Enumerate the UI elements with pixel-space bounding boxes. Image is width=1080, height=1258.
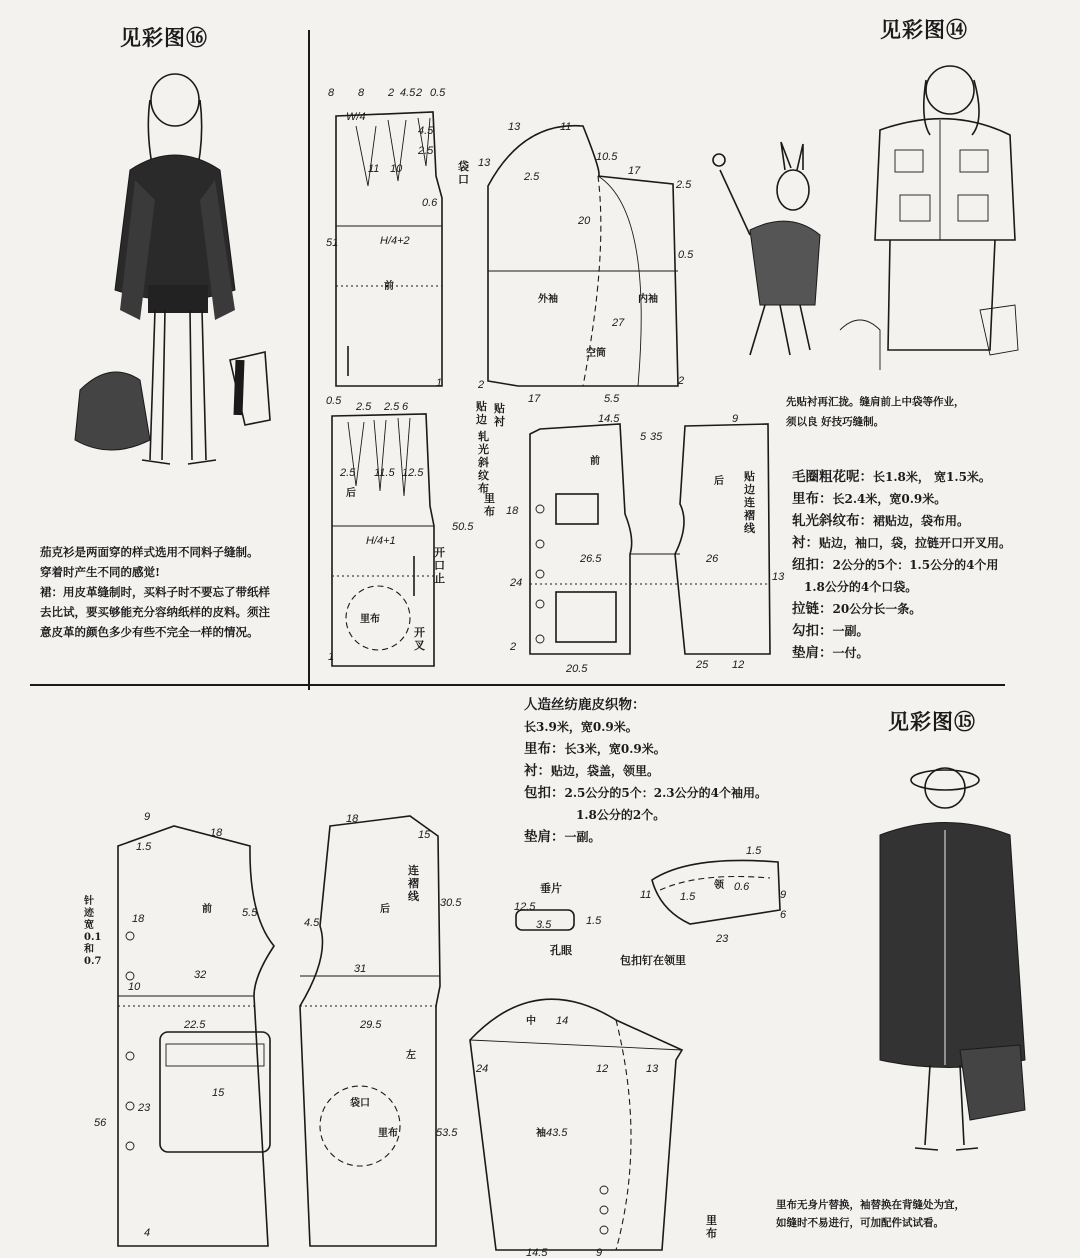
vent-label: 空筒	[586, 348, 606, 359]
svg-text:9: 9	[144, 811, 151, 823]
svg-text:18: 18	[346, 813, 359, 825]
pattern-vest	[500, 413, 785, 676]
svg-text:10: 10	[390, 163, 403, 175]
material-line: 纽扣：2公分的5个：1.5公分的4个用	[792, 557, 999, 573]
pattern-skirt-back	[318, 396, 498, 676]
svg-text:4: 4	[144, 1227, 151, 1239]
svg-text:0.6: 0.6	[422, 197, 438, 209]
svg-text:2.5: 2.5	[384, 401, 400, 413]
note-line: 里布无身片替换，袖替换在背缝处为宜，	[776, 1199, 965, 1211]
svg-text:6: 6	[780, 909, 787, 921]
material-line: 人造丝纺鹿皮织物：	[524, 697, 646, 713]
note-line: 须以良 好技巧缝制。	[786, 416, 885, 428]
material-line: 衬：贴边，袋盖，领里。	[524, 763, 660, 779]
svg-text:24: 24	[476, 1063, 489, 1075]
flap-label: 垂片	[540, 882, 562, 895]
svg-text:26.5: 26.5	[580, 553, 602, 565]
svg-text:50.5: 50.5	[452, 521, 474, 533]
horizontal-divider	[30, 684, 1005, 686]
note-line: 去比试，要买够能充分容纳纸样的皮料。须注	[40, 605, 270, 619]
svg-text:14.5: 14.5	[526, 1247, 548, 1258]
lining-label-d: 里布	[706, 1214, 717, 1240]
lining-label-b: 里布	[484, 492, 495, 518]
material-line: 垫肩：一副。	[524, 829, 601, 845]
svg-text:4.5: 4.5	[400, 87, 416, 99]
svg-text:0.5: 0.5	[326, 395, 342, 407]
svg-text:26: 26	[706, 553, 719, 565]
svg-text:18: 18	[132, 913, 145, 925]
svg-text:11: 11	[368, 163, 380, 175]
svg-text:4.5: 4.5	[304, 917, 320, 929]
svg-text:8: 8	[328, 87, 335, 99]
material-line: 垫肩：一付。	[792, 645, 869, 661]
figure-rabbit-illustration	[705, 140, 815, 380]
svg-text:23: 23	[138, 1102, 151, 1114]
svg-text:43.5: 43.5	[546, 1127, 568, 1139]
svg-text:29.5: 29.5	[360, 1019, 382, 1031]
lining-label-a: 里布	[360, 614, 380, 625]
svg-text:53.5: 53.5	[436, 1127, 458, 1139]
svg-text:2.5: 2.5	[676, 179, 692, 191]
svg-text:5: 5	[640, 431, 647, 443]
svg-text:22.5: 22.5	[184, 1019, 206, 1031]
svg-text:56: 56	[94, 1117, 107, 1129]
svg-text:23: 23	[716, 933, 729, 945]
pocket-mouth-label: 袋口	[458, 160, 469, 186]
title-color-plate-15: 见彩图⑮	[888, 709, 976, 734]
material-line: 里布：长2.4米，宽0.9米。	[792, 491, 947, 507]
svg-text:1: 1	[436, 377, 443, 389]
svg-text:0.5: 0.5	[430, 87, 446, 99]
svg-text:30.5: 30.5	[440, 897, 462, 909]
svg-text:2: 2	[388, 87, 395, 99]
svg-text:20: 20	[578, 215, 591, 227]
material-line: 拉链：20公分长一条。	[792, 601, 922, 617]
svg-text:14.5: 14.5	[598, 413, 620, 425]
note-line: 先贴衬再汇拢。缝肩前上中袋等作业，	[786, 396, 965, 408]
buttonhole-label: 孔眼	[550, 944, 572, 957]
svg-text:0.5: 0.5	[678, 249, 694, 261]
svg-text:2.5: 2.5	[524, 171, 540, 183]
facing-label-a: 贴边	[476, 400, 487, 426]
svg-text:12: 12	[596, 1063, 609, 1075]
sleeve-label: 袖	[536, 1128, 546, 1139]
note-line: 裙：用皮革缝制时，买料子时不要忘了带纸样	[40, 585, 270, 599]
svg-text:13: 13	[478, 157, 491, 169]
coat-back-label: 后	[380, 904, 390, 915]
material-line: 1.8公分的2个。	[576, 808, 666, 822]
note-line: 意皮革的颜色多少有些不完全一样的情况。	[40, 625, 259, 639]
coat-bottom-note	[776, 1196, 1076, 1232]
pattern-collar	[620, 840, 800, 970]
left-label: 左	[406, 1050, 416, 1061]
svg-text:12: 12	[732, 659, 745, 671]
figure-woman-jacket-illustration	[60, 60, 310, 530]
slit-label: 开叉	[414, 626, 425, 652]
svg-text:2.5: 2.5	[340, 467, 356, 479]
material-line: 轧光斜纹布：裙贴边，袋布用。	[792, 513, 970, 529]
material-line: 长3.9米，宽0.9米。	[524, 720, 638, 734]
material-line: 毛圈粗花呢：长1.8米， 宽1.5米。	[792, 469, 991, 485]
note-line: 穿着时产生不同的感觉!	[40, 565, 161, 579]
svg-text:2: 2	[416, 87, 423, 99]
svg-text:5.5: 5.5	[604, 393, 620, 405]
svg-text:31: 31	[354, 963, 367, 975]
material-line: 1.8公分的4个口袋。	[804, 580, 918, 594]
vest-front-label: 前	[590, 456, 600, 467]
skirt-front-label: 前	[384, 281, 394, 292]
collar-note-label: 包扣钉在领里	[620, 954, 686, 967]
svg-text:13: 13	[508, 121, 521, 133]
figure-woman-vest-illustration	[840, 50, 1040, 370]
svg-text:1.5: 1.5	[746, 845, 762, 857]
svg-text:14: 14	[556, 1015, 569, 1027]
note-line: 如缝时不易进行，可加配件试试看。	[776, 1217, 944, 1229]
center-label: 中	[526, 1016, 536, 1027]
svg-text:24: 24	[510, 577, 523, 589]
svg-text:17: 17	[528, 393, 541, 405]
svg-text:10.5: 10.5	[596, 151, 618, 163]
lining-label-c: 里布	[378, 1128, 398, 1139]
svg-text:25: 25	[696, 659, 709, 671]
pattern-flap	[506, 880, 616, 960]
svg-text:12.5: 12.5	[514, 901, 536, 913]
svg-text:2: 2	[510, 641, 517, 653]
pleat-line-label: 连褶线	[408, 864, 419, 903]
svg-text:35: 35	[650, 431, 663, 443]
svg-text:4.5: 4.5	[418, 125, 434, 137]
svg-text:18: 18	[210, 827, 223, 839]
svg-text:2: 2	[478, 379, 485, 391]
svg-text:2: 2	[678, 375, 685, 387]
svg-text:15: 15	[212, 1087, 225, 1099]
coat-front-label: 前	[202, 904, 212, 915]
svg-text:1.5: 1.5	[136, 841, 152, 853]
svg-text:27: 27	[612, 317, 625, 329]
svg-text:51: 51	[326, 237, 339, 249]
pattern-coat-front	[84, 806, 304, 1258]
svg-text:11.5: 11.5	[374, 467, 395, 479]
svg-text:32: 32	[194, 969, 207, 981]
facing-pleat-line-label: 贴边连褶线	[744, 470, 755, 535]
pattern-skirt-front	[318, 86, 478, 396]
svg-text:1.5: 1.5	[586, 915, 602, 927]
svg-text:11: 11	[560, 121, 572, 133]
svg-text:0.6: 0.6	[734, 881, 750, 893]
svg-text:1.5: 1.5	[680, 891, 696, 903]
facing-label-b: 贴衬	[494, 402, 505, 428]
note-line: 茄克衫是两面穿的样式选用不同料子缝制。	[40, 545, 259, 559]
svg-text:H/4+1: H/4+1	[366, 535, 396, 547]
svg-text:15: 15	[418, 829, 431, 841]
left-notes	[40, 542, 310, 642]
vest-back-label: 后	[714, 476, 724, 487]
svg-text:9: 9	[596, 1247, 603, 1258]
svg-text:11: 11	[640, 889, 652, 901]
svg-text:13: 13	[772, 571, 785, 583]
skirt-back-label: 后	[346, 488, 356, 499]
svg-text:8: 8	[358, 87, 365, 99]
svg-text:6: 6	[402, 401, 409, 413]
svg-text:5.5: 5.5	[242, 907, 258, 919]
svg-text:10: 10	[128, 981, 141, 993]
material-line: 包扣：2.5公分的5个：2.3公分的4个袖用。	[524, 785, 767, 801]
svg-text:20.5: 20.5	[566, 663, 588, 675]
vest-materials	[792, 466, 1052, 664]
title-color-plate-16: 见彩图⑯	[120, 25, 208, 50]
svg-text:13: 13	[646, 1063, 659, 1075]
material-line: 里布：长3米，宽0.9米。	[524, 741, 666, 757]
svg-text:H/4+2: H/4+2	[380, 235, 410, 247]
pattern-sleeve	[478, 116, 698, 406]
material-line: 勾扣：一副。	[792, 623, 869, 639]
twill-label: 轧光斜纹布	[478, 430, 489, 495]
figure-woman-coat-illustration	[860, 730, 1040, 1170]
outer-sleeve-label: 外袖	[538, 294, 558, 305]
placket-open-label: 开口止	[434, 546, 445, 585]
svg-text:9: 9	[780, 889, 787, 901]
pattern-coat-back	[290, 806, 480, 1258]
title-color-plate-14: 见彩图⑭	[880, 17, 968, 42]
vest-intro-notes	[786, 392, 1046, 432]
material-line: 衬：贴边，袖口，袋，拉链开口开叉用。	[792, 535, 1012, 551]
collar-label: 领	[714, 880, 724, 891]
svg-text:W/4: W/4	[346, 111, 366, 123]
svg-text:18: 18	[506, 505, 519, 517]
stitch-width-label: 针迹宽0.1和0.7	[84, 896, 102, 967]
inner-sleeve-label: 内袖	[638, 294, 658, 305]
svg-text:3.5: 3.5	[536, 919, 552, 931]
svg-text:2.5: 2.5	[418, 145, 434, 157]
svg-text:2.5: 2.5	[356, 401, 372, 413]
pocket-mouth-label-b: 袋口	[350, 1098, 370, 1109]
pattern-coat-sleeve	[466, 980, 696, 1258]
svg-text:9: 9	[732, 413, 739, 425]
svg-text:12.5: 12.5	[402, 467, 424, 479]
svg-text:17: 17	[628, 165, 641, 177]
svg-text:1: 1	[328, 651, 335, 663]
coat-materials	[524, 694, 824, 848]
